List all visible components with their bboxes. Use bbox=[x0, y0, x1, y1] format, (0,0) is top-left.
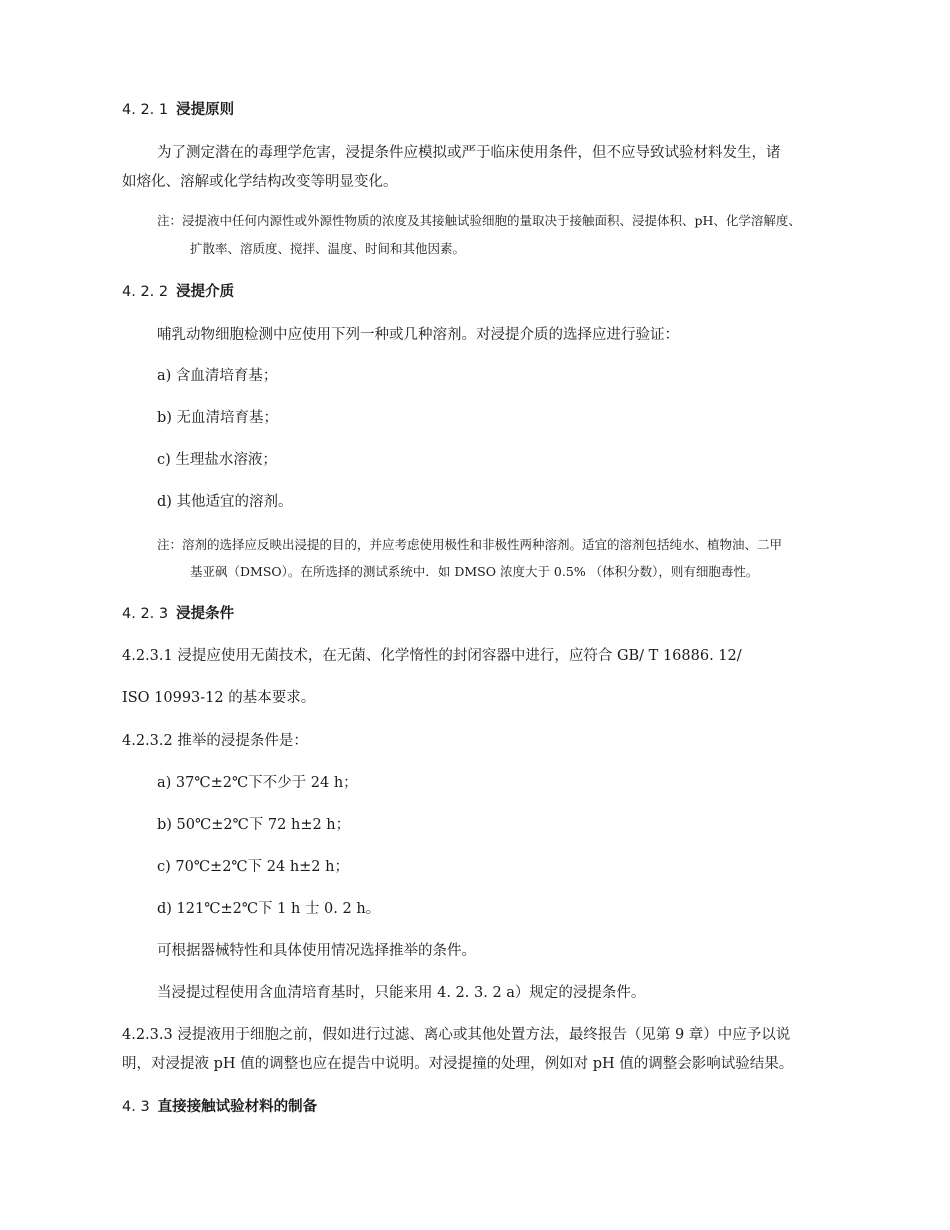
heading-4-2-1 bbox=[122, 100, 234, 120]
note-line: 扩散率、溶质度、搅拌、温度、时间和其他因素。 bbox=[190, 241, 466, 256]
paragraph: 4.2.3.2 推举的浸提条件是： bbox=[122, 733, 308, 749]
paragraph: 为了测定潜在的毒理学危害，浸提条件应模拟或严于临床使用条件，但不应导致试验材料发生，诸 bbox=[157, 145, 781, 161]
list-item: b) 无血清培育基； bbox=[157, 410, 279, 426]
note-line: 注：浸提液中任何内源性或外源性物质的浓度及其接触试验细胞的量取决于接触面积、浸提体积、pH、化学溶解度、 bbox=[157, 213, 801, 228]
paragraph: 4.2.3.1 浸提应使用无菌技术，在无菌、化学惰性的封闭容器中进行，应符合 GB/ T 16886. 12/ bbox=[122, 648, 742, 664]
list-item: c) 生理盐水溶液； bbox=[157, 452, 277, 468]
heading-title: 直接接触试验材料的制备 bbox=[157, 1099, 318, 1115]
heading-number: 4. 2. 3 bbox=[122, 606, 169, 622]
paragraph-continuation: 如熔化、溶解或化学结构改变等明显变化。 bbox=[122, 174, 398, 190]
list-item: a) 37℃±2℃下不少于 24 h； bbox=[157, 775, 358, 791]
heading-number: 4. 3 bbox=[122, 1099, 150, 1115]
heading-4-2-3 bbox=[122, 604, 234, 624]
heading-4-3 bbox=[122, 1097, 317, 1117]
heading-title: 浸提介质 bbox=[176, 284, 235, 300]
paragraph: 哺乳动物细胞检测中应使用下列一种或几种溶剂。对浸提介质的选择应进行验证： bbox=[157, 327, 679, 343]
list-item: c) 70℃±2℃下 24 h±2 h； bbox=[157, 859, 349, 875]
list-item: a) 含血清培育基； bbox=[157, 368, 278, 384]
paragraph: 可根据器械特性和具体使用情况选择推举的条件。 bbox=[157, 943, 476, 959]
paragraph-continuation: 明，对浸提液 pH 值的调整也应在提告中说明。对浸提撞的处理，例如对 pH 值的调整会影响试验结果。 bbox=[122, 1056, 794, 1072]
paragraph: 4.2.3.3 浸提液用于细胞之前，假如进行过滤、离心或其他处置方法，最终报告（见第 9 章）中应予以说 bbox=[122, 1027, 791, 1043]
paragraph: 当浸提过程使用含血清培育基时，只能来用 4. 2. 3. 2 a）规定的浸提条件。 bbox=[157, 985, 646, 1001]
list-item: d) 121℃±2℃下 1 h 士 0. 2 h。 bbox=[157, 901, 381, 917]
list-item: b) 50℃±2℃下 72 h±2 h； bbox=[157, 817, 351, 833]
heading-title: 浸提原则 bbox=[176, 102, 235, 118]
note-line: 注：溶剂的选择应反映出浸提的目的，并应考虑使用极性和非极性两种溶剂。适宜的溶剂包括纯水、植物油、二甲 bbox=[157, 537, 783, 552]
heading-title: 浸提条件 bbox=[176, 606, 235, 622]
heading-number: 4. 2. 2 bbox=[122, 284, 169, 300]
heading-4-2-2 bbox=[122, 282, 234, 302]
heading-number: 4. 2. 1 bbox=[122, 102, 169, 118]
paragraph-continuation: ISO 10993-12 的基本要求。 bbox=[122, 690, 316, 706]
list-item: d) 其他适宜的溶剂。 bbox=[157, 494, 293, 510]
note-line: 基亚砜（DMSO）。在所选择的测试系统中．如 DMSO 浓度大于 0.5% （体积分数），则有细胞毒性。 bbox=[190, 564, 759, 579]
